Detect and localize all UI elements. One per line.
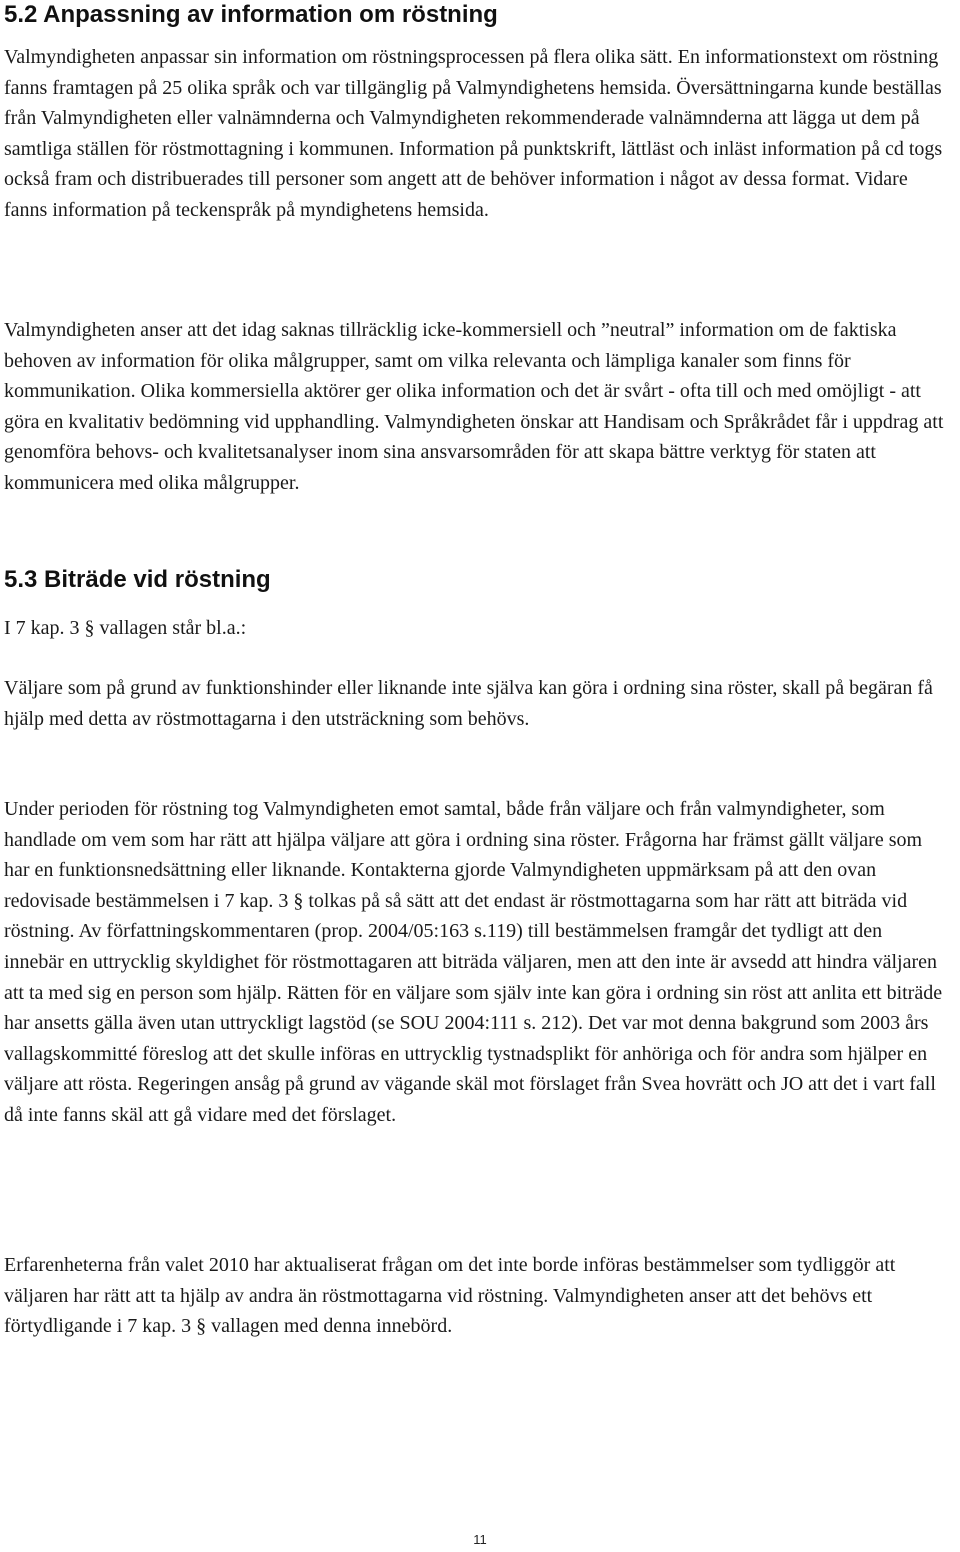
- section-heading-5-2: 5.2 Anpassning av information om röstning: [4, 1, 498, 28]
- paragraph-law-quote: Väljare som på grund av funktionshinder eller liknande inte själva kan göra i ordning sina röster, skall på begäran få hjälp med detta av röstmottagarna i den utsträckning som behövs.: [4, 677, 933, 730]
- paragraph-information-adaptation: Valmyndigheten anpassar sin information om röstningsprocessen på flera olika sätt. En informationstext om röstning fanns framtagen på 25 olika språk och var tillgänglig på Valmyndighetens hemsida. Översättningarna kunde beställas från Valmyndigheten eller valnämnderna och Valmyndigheten rekommenderade valnämnderna att lägga ut dem på samtliga ställen för röstmottagning i kommunen. Information på punktskrift, lättläst och inläst information på cd togs också fram och distribuerades till personer som angett att de behöver information i något av dessa format. Vidare fanns information på teckenspråk på myndighetens hemsida.: [4, 46, 943, 221]
- paragraph-neutral-information: Valmyndigheten anser att det idag saknas tillräcklig icke-kommersiell och ”neutral” information om de faktiska behoven av information för olika målgrupper, samt om vilka relevanta och lämpliga kanaler som finns för kommunikation. Olika kommersiella aktörer ger olika information och det är svårt - ofta till och med omöjligt - att göra en kvalitativ bedömning vid upphandling. Valmyndigheten önskar att Handisam och Språkrådet får i uppdrag att genomföra behovs- och kvalitetsanalyser inom sina ansvarsområden för att skapa bättre verktyg för staten att kommunicera med olika målgrupper.: [4, 319, 944, 494]
- section-heading-5-3: 5.3 Biträde vid röstning: [4, 566, 271, 593]
- paragraph-assistance-period: Under perioden för röstning tog Valmyndigheten emot samtal, både från väljare och från valmyndigheter, som handlade om vem som har rätt att hjälpa väljare att göra i ordning sina röster. Frågorna har främst gällt väljare som har en funktionsnedsättning eller liknande. Kontakterna gjorde Valmyndigheten uppmärksam på att den ovan redovisade bestämmelsen i 7 kap. 3 § tolkas på så sätt att det endast är röstmottagarna som har rätt att biträda vid röstning. Av författningskommentaren (prop. 2004/05:163 s.119) till bestämmelsen framgår det tydligt att den innebär en uttrycklig skyldighet för röstmottagaren att biträda väljaren, men att den inte är avsedd att hindra väljaren att ta med sig en person som hjälp. Rätten för en väljare som själv inte kan göra i ordning sin röst att anlita ett biträde har ansetts gälla även utan uttryckligt lagstöd (se SOU 2004:111 s. 212). Det var mot denna bakgrund som 2003 års vallagskommitté föreslog att det skulle införas en uttrycklig tystnadsplikt för anhöriga och för andra som hjälper en väljare att rösta. Regeringen ansåg på grund av vägande skäl mot förslaget från Svea hovrätt och JO att det i vart fall då inte fanns skäl att gå vidare med det förslaget.: [4, 798, 943, 1126]
- paragraph-law-intro: I 7 kap. 3 § vallagen står bl.a.:: [4, 617, 247, 639]
- paragraph-experiences-2010: Erfarenheterna från valet 2010 har aktualiserat frågan om det inte borde införas bestämmelser som tydliggör att väljaren har rätt att ta hjälp av andra än röstmottagarna vid röstning. Valmyndigheten anser att det behövs ett förtydligande i 7 kap. 3 § vallagen med denna innebörd.: [4, 1254, 896, 1338]
- page-number: 11: [473, 1532, 487, 1547]
